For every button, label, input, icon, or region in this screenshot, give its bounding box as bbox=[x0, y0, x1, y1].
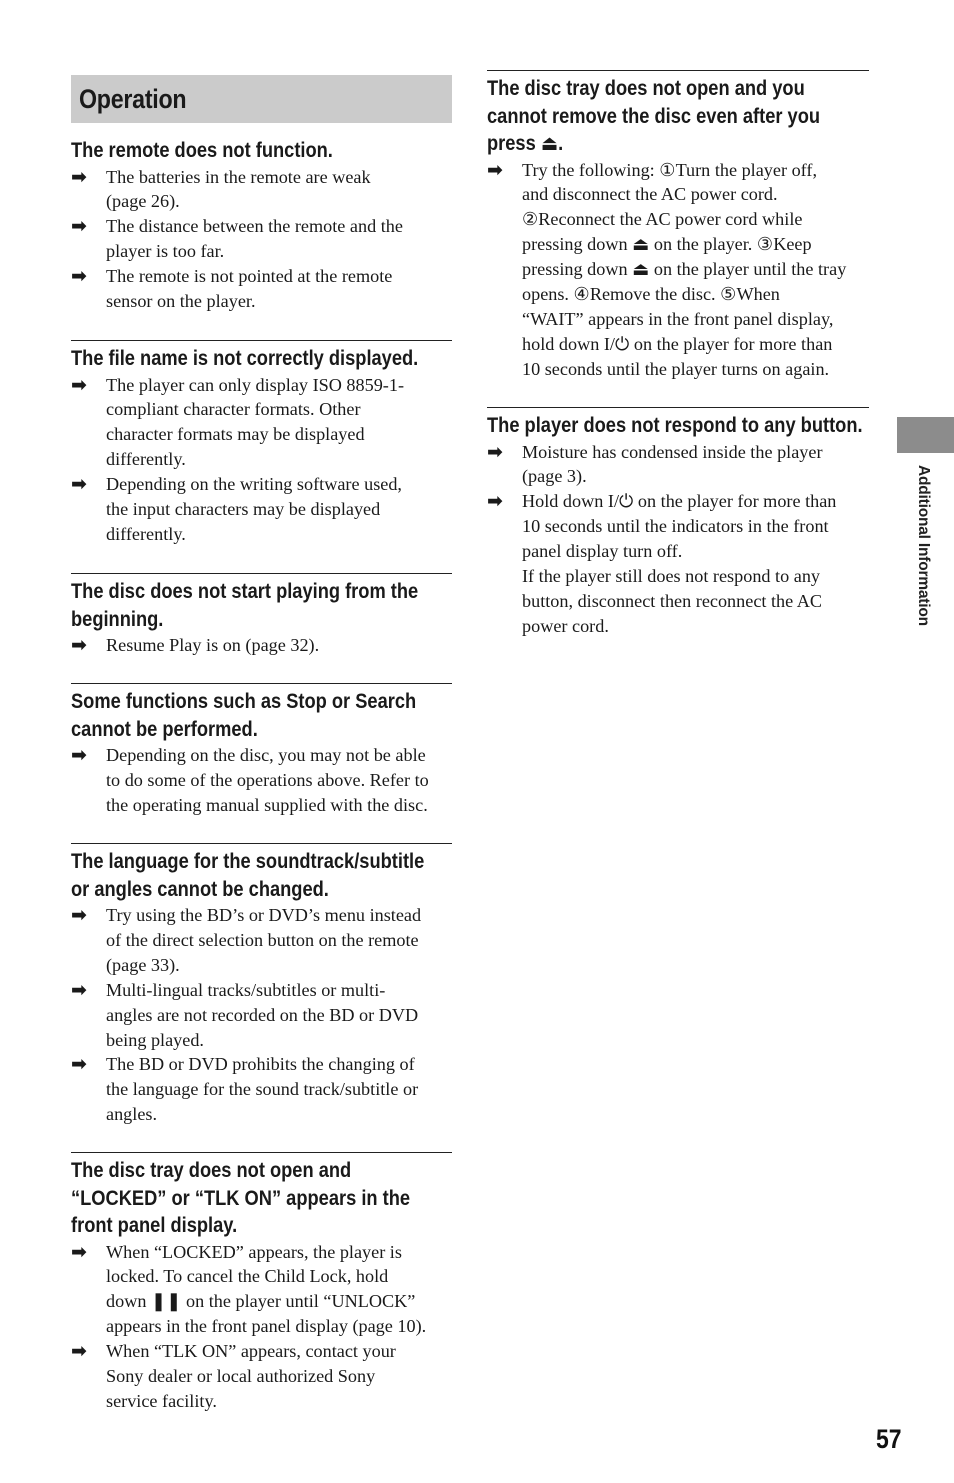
list-item: ➡ Try using the BD’s or DVD’s menu instead of the direct selection button on the remote (page 33). bbox=[71, 904, 422, 975]
arrow-icon: ➡ bbox=[71, 904, 87, 926]
troubleshoot-resume bbox=[71, 573, 452, 658]
issue-heading: Some functions such as Stop or Search cannot be performed. bbox=[71, 690, 417, 741]
arrow-icon: ➡ bbox=[71, 1240, 87, 1263]
chapter-label: Additional Information bbox=[915, 465, 932, 626]
list-item: ➡ Multi-lingual tracks/subtitles or multi- angles are not recorded on the BD or DVD being played. bbox=[71, 978, 419, 1050]
arrow-icon: ➡ bbox=[71, 634, 87, 656]
page-number: 57 bbox=[876, 1424, 902, 1454]
arrow-icon: ➡ bbox=[71, 265, 87, 288]
arrow-icon: ➡ bbox=[71, 978, 87, 1001]
list-item: ➡ The player can only display ISO 8859-1- compliant character formats. Other character formats may be displayed differently. bbox=[71, 373, 404, 470]
arrow-icon: ➡ bbox=[71, 215, 87, 238]
issue-heading: The language for the soundtrack/subtitle or angles cannot be changed. bbox=[71, 850, 425, 901]
list-item: ➡ Depending on the disc, you may not be able to do some of the operations above. Refer to the operating manual supplied with the disc. bbox=[71, 744, 429, 815]
troubleshoot-locked bbox=[71, 1152, 452, 1414]
list-item: ➡ Moisture has condensed inside the player (page 3). bbox=[487, 440, 823, 487]
list-item: ➡ Hold down I/⏻ on the player for more than 10 seconds until the indicators in the front panel display turn off. bbox=[487, 490, 837, 562]
arrow-icon: ➡ bbox=[71, 744, 87, 766]
arrow-icon: ➡ bbox=[71, 1340, 87, 1363]
list-item: ➡ The batteries in the remote are weak (page 26). bbox=[71, 165, 371, 212]
list-item: ➡ When “LOCKED” appears, the player is locked. To cancel the Child Lock, hold down ❚❚ on the player until “UNLOCK” appears in the front panel display (page 10). bbox=[71, 1240, 427, 1337]
issue-heading: The disc does not start playing from the beginning. bbox=[71, 580, 419, 631]
list-item: ➡ Depending on the writing software used, the input characters may be displayed differently. bbox=[71, 473, 402, 544]
arrow-icon: ➡ bbox=[71, 473, 87, 496]
issue-heading: The remote does not function. bbox=[71, 139, 333, 162]
arrow-icon: ➡ bbox=[487, 440, 503, 463]
arrow-icon: ➡ bbox=[71, 373, 87, 396]
arrow-icon: ➡ bbox=[487, 490, 503, 513]
list-item: ➡ Resume Play is on (page 32). bbox=[71, 634, 320, 656]
troubleshoot-tray bbox=[487, 70, 869, 382]
troubleshoot-remote bbox=[71, 137, 452, 314]
list-item: ➡ The BD or DVD prohibits the changing of the language for the sound track/subtitle or angles. bbox=[71, 1053, 419, 1125]
issue-heading: The disc tray does not open and “LOCKED” or “TLK ON” appears in the front panel display. bbox=[71, 1159, 411, 1237]
list-item: ➡ The remote is not pointed at the remote sensor on the player. bbox=[71, 265, 393, 312]
troubleshoot-language bbox=[71, 843, 452, 1127]
arrow-icon: ➡ bbox=[71, 1053, 87, 1076]
list-item: ➡ Try the following: ①Turn the player off, and disconnect the AC power cord. ②Reconnect the AC power cord while pressing down ⏏ on the player. ③Keep pressing down ⏏ on the player until the tray opens. ④Remove the disc. ⑤When “WAIT” appears in the front panel display, hold down I/⏻ on the player for more than 10 seconds until the player turns on again. bbox=[487, 158, 847, 379]
troubleshoot-no-response bbox=[487, 407, 869, 639]
list-item: ➡ The distance between the remote and the player is too far. bbox=[71, 215, 403, 262]
issue-heading: The disc tray does not open and you cannot remove the disc even after you press ⏏. bbox=[487, 77, 821, 155]
section-title: Operation bbox=[79, 84, 187, 114]
issue-heading: The file name is not correctly displayed. bbox=[71, 347, 419, 370]
troubleshoot-file-name bbox=[71, 340, 452, 547]
arrow-icon: ➡ bbox=[71, 165, 87, 188]
note-text: If the player still does not respond to any button, disconnect then reconnect the AC power cord. bbox=[522, 566, 823, 636]
list-item: ➡ When “TLK ON” appears, contact your Sony dealer or local authorized Sony service facility. bbox=[71, 1340, 396, 1411]
chapter-tab-marker bbox=[897, 417, 954, 453]
troubleshoot-functions bbox=[71, 683, 452, 818]
arrow-icon: ➡ bbox=[487, 158, 503, 181]
issue-heading: The player does not respond to any button. bbox=[487, 414, 863, 437]
section-title-bar bbox=[71, 75, 452, 123]
